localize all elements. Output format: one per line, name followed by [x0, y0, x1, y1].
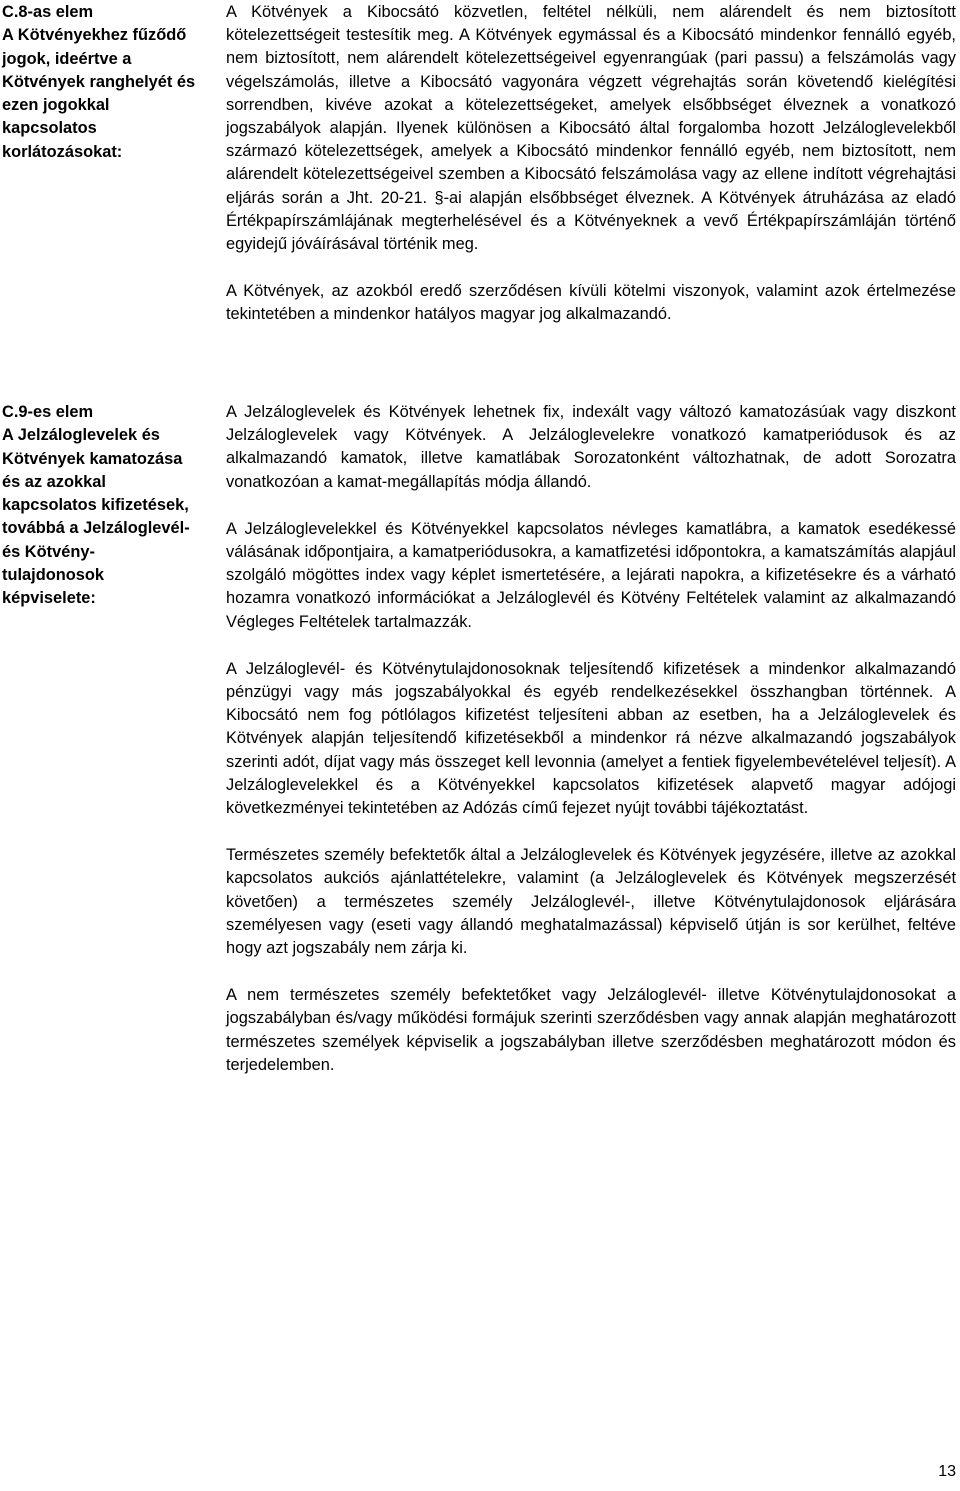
paragraph: A Jelzáloglevelek és Kötvények lehetnek fix, indexált vagy változó kamatozásúak vagy diszkont Jelzáloglevelek vagy Kötvények. A Jelzáloglevelekre vonatkozó kamatperiódusok és az alkalmazandó kamatok, illetve kamatlábak Sorozatonként változhatnak, de adott Sorozatra vonatkozóan a kamat-megállapítás módja állandó. — [226, 403, 956, 491]
section-label: C.9-es elem A Jelzáloglevelek és Kötvények kamatozása és az azokkal kapcsolatos kifizetések, továbbá a Jelzáloglevél- és Kötvény- tulajdonosok képviselete: — [2, 403, 190, 608]
page-number: 13 — [938, 1463, 956, 1480]
paragraph: A Jelzáloglevél- és Kötvénytulajdonosoknak teljesítendő kifizetések a mindenkor alkalmazandó pénzügyi vagy más jogszabályokkal és egyéb rendelkezésekkel összhangban történnek. A Kibocsátó nem fog pótlólagos kifizetést teljesíteni abban az esetben, ha a Jelzáloglevelek és Kötvények alapján teljesítendő kifizetésekből a mindenkor rá nézve alkalmazandó jogszabályok szerinti adót, díjat vagy más összeget kell levonnia (amelyet a fentiek figyelembevételével teljesít). A Jelzáloglevelekkel és a Kötvényekkel kapcsolatos kifizetések alapvető magyar adójogi következményei tekintetében az Adózás című fejezet nyújt további tájékoztatást. — [226, 659, 956, 818]
paragraph: A Kötvények a Kibocsátó közvetlen, feltétel nélküli, nem alárendelt és nem biztosított kötelezettségeit testesítik meg. A Kötvények egymással és a Kibocsátó mindenkor fennálló egyéb, nem biztosított, nem alárendelt kötelezettségeivel egyenrangúak (pari passu) a felszámolás vagy végelszámolás, illetve a Kibocsátó vagyonára végzett végrehajtás során követendő kielégítési sorrendben, kivéve azokat a kötelezettségeket, amelyek elsőbbséget élveznek a vonatkozó jogszabályok alapján. Ilyenek különösen a Kibocsátó által forgalomba hozott Jelzáloglevelekből származó kötelezettségek, amelyek a Kibocsátó mindenkor fennálló egyéb, nem biztosított, nem alárendelt kötelezettségeivel szemben a Kibocsátó felszámolása vagy az ellene indított végrehajtási eljárás során a Jht. 20-21. §-ai alapján elsőbbséget élveznek. A Kötvények átruházása az eladó Értékpapírszámlájának megterhelésével és a Kötvényeknek a vevő Értékpapírszámláján történő egyidejű jóváírásával történik meg. — [226, 3, 956, 254]
paragraph: A Kötvények, az azokból eredő szerződésen kívüli kötelmi viszonyok, valamint azok értelmezése tekintetében a mindenkor hatályos magyar jog alkalmazandó. — [226, 282, 956, 324]
section-content — [226, 1, 956, 326]
section-content — [226, 401, 956, 1077]
paragraph: Természetes személy befektetők által a Jelzáloglevelek és Kötvények jegyzésére, illetve az azokkal kapcsolatos aukciós ajánlattételekre, valamint (a Jelzáloglevelek és Kötvények megszerzését követően) a természetes személy Jelzáloglevél-, illetve Kötvénytulajdonosok eljárására személyesen vagy (eseti vagy állandó meghatalmazással) képviselő útján is sor kerülhet, feltéve hogy azt jogszabály nem zárja ki. — [226, 846, 956, 958]
paragraph: A Jelzáloglevelekkel és Kötvényekkel kapcsolatos névleges kamatlábra, a kamatok esedékessé válásának időpontjaira, a kamatperiódusokra, a kamatfizetési időpontokra, a kamatszámítás alapjául szolgáló mögöttes index vagy képlet ismertetésére, a lejárati napokra, a kifizetésekre és a várható hozamra vonatkozó információkat a Jelzáloglevél és Kötvény Feltételek valamint az alkalmazandó Végleges Feltételek tartalmazzák. — [226, 519, 956, 631]
section-label: C.8-as elem A Kötvényekhez fűződő jogok, ideértve a Kötvények ranghelyét és ezen jogokkal kapcsolatos korlátozásokat: — [2, 3, 196, 161]
paragraph: A nem természetes személy befektetőket vagy Jelzáloglevél- illetve Kötvénytulajdonosokat a jogszabályban és/vagy működési formájuk szerinti szerződésben vagy annak alapján meghatározott természetes személyek képviselik a jogszabályban illetve szerződésben meghatározott módon és terjedelemben. — [226, 986, 956, 1074]
